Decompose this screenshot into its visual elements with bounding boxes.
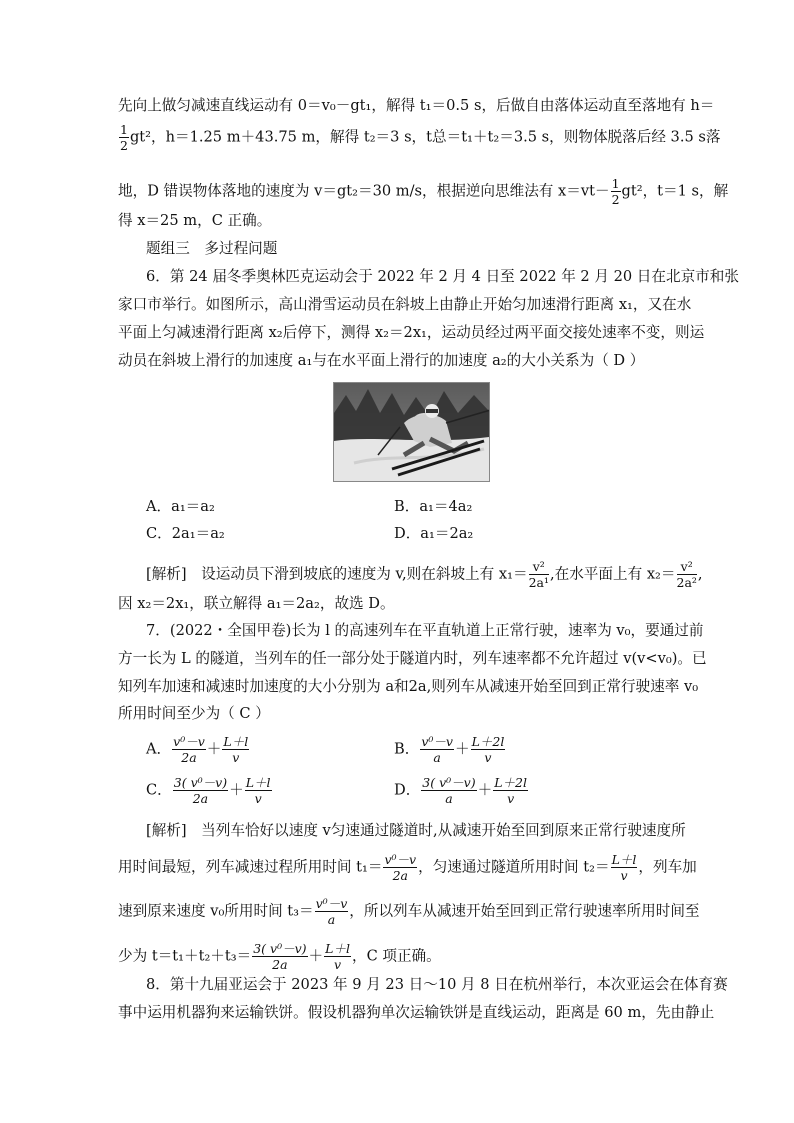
- question-text: 6．第 24 届冬季奥林匹克运动会于 2022 年 2 月 4 日至 2022 年 2 月 20 日在北京市和张: [146, 268, 739, 285]
- option-b: B． $\frac{\text{v⁰－v}}{a}$ ＋ $\frac{L+2l}{v}$: [394, 734, 505, 765]
- question-text: 方一长为 L 的隧道，当列车的任一部分处于隧道内时，列车速率都不允许超过 v(v<v₀)。已: [118, 650, 707, 667]
- question-text: 知列车加速和减速时加速度的大小分别为 a和2a,则列车从减速开始至回到正常行驶速率 v₀: [118, 678, 699, 695]
- text-line: 先向上做匀减速直线运动有 0＝v₀－gt₁，解得 t₁＝0.5 s，后做自由落体运动直至落地有 h＝: [118, 97, 715, 114]
- skier-photo: [333, 382, 490, 482]
- question-text: 8．第十九届亚运会于 2023 年 9 月 23 日～10 月 8 日在杭州举行，本次亚运会在体育赛: [146, 976, 728, 993]
- analysis-text: [解析] 设运动员下滑到坡底的速度为 v,则在斜坡上有 x₁＝ $\frac{\text{v²}}{\text{2a¹}}$ ,在水平面上有 x₂＝ $\frac{\text{v²}}{\text{2a²}}$ ,: [146, 559, 703, 590]
- option-c: C． $\frac{\text{3( v⁰－v)}}{2a}$ ＋ $\frac{L+l}{v}$: [146, 775, 271, 806]
- option-a: A．a₁＝a₂: [146, 498, 215, 515]
- section-heading: 题组三 多过程问题: [146, 240, 278, 257]
- option-d: D．a₁＝2a₂: [394, 525, 474, 542]
- question-text: 平面上匀减速滑行距离 x₂后停下，测得 x₂＝2x₁，运动员经过两平面交接处速率不变，则运: [118, 324, 705, 341]
- option-d: D． $\frac{\text{3( v⁰－v)}}{a}$ ＋ $\frac{L+2l}{v}$: [394, 775, 527, 806]
- question-text: 事中运用机器狗来运输铁饼。假设机器狗单次运输铁饼是直线运动，距离是 60 m，先由静止: [118, 1004, 715, 1021]
- analysis-text: 速到原来速度 v₀所用时间 t₃＝ $\frac{\text{v⁰－v}}{a}$ ，所以列车从减速开始至回到正常行驶速率所用时间至: [118, 896, 700, 927]
- analysis-text: 因 x₂＝2x₁，联立解得 a₁＝2a₂，故选 D。: [118, 595, 395, 612]
- fraction: $\frac{\text{v²}}{\text{2a²}}$: [676, 559, 697, 590]
- analysis-text: [解析] 当列车恰好以速度 v匀速通过隧道时,从减速开始至回到原来正常行驶速度所: [146, 822, 686, 839]
- option-b: B．a₁＝4a₂: [394, 498, 473, 515]
- text-line: 地，D 错误物体落地的速度为 v＝gt₂＝30 m/s，根据逆向思维法有 x＝vt－ $\frac{1}{2}$ gt²，t＝1 s，解: [118, 176, 729, 207]
- option-a: A． $\frac{\text{v⁰－v}}{2a}$ ＋ $\frac{L+l}{v}$: [146, 734, 249, 765]
- question-text: 动员在斜坡上滑行的加速度 a₁与在水平面上滑行的加速度 a₂的大小关系为（ D ）: [118, 352, 645, 369]
- analysis-text: 少为 t＝t₁＋t₂＋t₃＝ $\frac{\text{3( v⁰－v)}}{2a}$ ＋ $\frac{L+l}{v}$ ，C 项正确。: [118, 941, 441, 972]
- fraction: $\frac{\text{v²}}{\text{2a¹}}$: [528, 559, 549, 590]
- skier-image: [334, 383, 489, 481]
- fraction: $\frac{1}{2}$: [120, 122, 128, 153]
- analysis-text: 用时间最短，列车减速过程所用时间 t₁＝ $\frac{\text{v⁰－v}}{2a}$ ，匀速通过隧道所用时间 t₂＝ $\frac{L+l}{v}$ ，列车加: [118, 852, 697, 883]
- text-line: $\frac{1}{2}$ gt²，h＝1.25 m＋43.75 m，解得 t₂＝3 s，t总＝t₁＋t₂＝3.5 s，则物体脱落后经 3.5 s落: [120, 122, 721, 153]
- question-text: 家口市举行。如图所示，高山滑雪运动员在斜坡上由静止开始匀加速滑行距离 x₁，又在水: [118, 296, 692, 313]
- option-c: C．2a₁＝a₂: [146, 525, 225, 542]
- text-line: 得 x＝25 m，C 正确。: [118, 212, 272, 229]
- question-text: 7．(2022・全国甲卷)长为 l 的高速列车在平直轨道上正常行驶，速率为 v₀，要通过前: [146, 622, 704, 639]
- question-text: 所用时间至少为（ C ）: [118, 705, 270, 722]
- fraction: $\frac{1}{2}$: [611, 176, 620, 207]
